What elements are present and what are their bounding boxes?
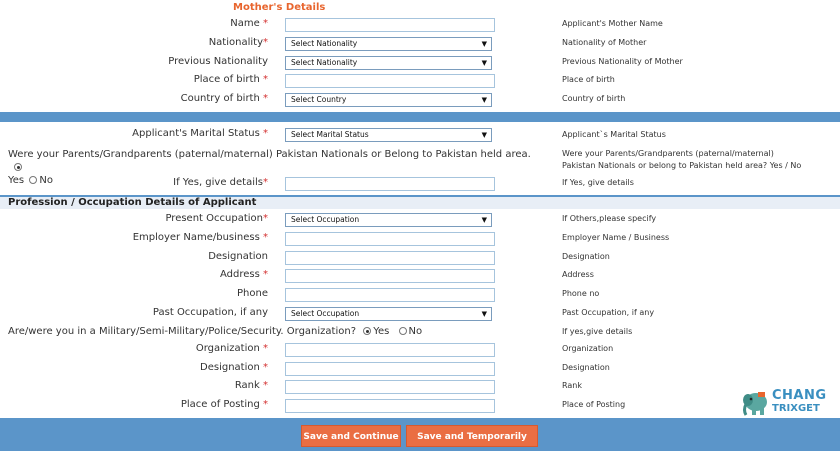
dropdown-arrow-icon: ▼ — [481, 131, 487, 139]
required-mark: * — [263, 399, 268, 410]
designation-input[interactable] — [285, 251, 495, 265]
hint-place-of-birth: Place of birth — [562, 75, 615, 84]
label-text: Country of birth — [180, 93, 260, 104]
select-value: Select Occupation — [291, 215, 360, 224]
hint-present-occupation: If Others,please specify — [562, 214, 657, 223]
radio-label-no: No — [39, 175, 53, 186]
dropdown-arrow-icon: ▼ — [481, 216, 487, 224]
select-value: Select Nationality — [291, 58, 358, 67]
address-input[interactable] — [285, 269, 495, 283]
hint-nationality: Nationality of Mother — [562, 38, 647, 47]
required-mark: * — [263, 18, 268, 29]
select-value: Select Marital Status — [291, 130, 369, 139]
place-of-posting-input[interactable] — [285, 399, 495, 413]
elephant-icon — [740, 388, 770, 418]
label-yes-details — [173, 177, 268, 188]
label-place-of-posting — [181, 399, 268, 410]
hint-yes-details: If Yes, give details — [562, 178, 634, 187]
label-text: Designation — [200, 362, 260, 373]
hint-marital-status: Applicant`s Marital Status — [562, 130, 666, 139]
label-military-designation — [200, 362, 268, 373]
required-mark: * — [263, 177, 268, 188]
radio-label-yes: Yes — [373, 326, 390, 337]
label-nationality — [209, 37, 268, 48]
select-value: Select Country — [291, 95, 347, 104]
required-mark: * — [263, 362, 268, 373]
hint-phone: Phone no — [562, 289, 600, 298]
label-phone — [237, 288, 268, 299]
label-text: Employer Name/business — [132, 232, 260, 243]
logo-text-bottom: TRIXGET — [772, 403, 820, 414]
dropdown-arrow-icon: ▼ — [481, 40, 487, 48]
required-mark: * — [263, 128, 268, 139]
label-text: Nationality — [208, 37, 263, 48]
label-text: Name — [230, 18, 260, 29]
radio-label-no: No — [408, 326, 423, 337]
label-address — [220, 269, 268, 280]
required-mark: * — [263, 343, 268, 354]
label-designation — [208, 251, 268, 262]
label-text: Organization — [195, 343, 260, 354]
radio-parents-yes[interactable] — [14, 163, 22, 171]
label-text: Phone — [237, 288, 268, 299]
label-text: Designation — [208, 251, 268, 262]
yes-details-input[interactable] — [285, 177, 495, 191]
label-text: Previous Nationality — [168, 56, 268, 67]
label-organization — [196, 343, 268, 354]
required-mark: * — [263, 93, 268, 104]
required-mark: * — [263, 37, 268, 48]
hint-line: Pakistan Nationals or belong to Pakistan held area? Yes / No — [562, 161, 802, 170]
label-text: If Yes, give details — [173, 177, 263, 188]
label-text: Present Occupation — [165, 213, 263, 224]
question-text: Were your Parents/Grandparents (paternal/maternal) Pakistan Nationals or Belong to Pakistan held area. — [8, 149, 531, 160]
hint-military: If yes,give details — [562, 327, 633, 336]
hint-rank: Rank — [562, 381, 582, 390]
marital-status-select[interactable] — [285, 128, 492, 142]
radio-military-no[interactable] — [399, 327, 407, 335]
hint-military-designation: Designation — [562, 363, 610, 372]
required-mark: * — [263, 232, 268, 243]
label-text: Rank — [234, 380, 260, 391]
changtrixget-logo — [740, 386, 836, 418]
save-and-continue-button[interactable]: Save and Continue — [301, 425, 401, 447]
hint-prev-nationality: Previous Nationality of Mother — [562, 57, 683, 66]
dropdown-arrow-icon: ▼ — [481, 310, 487, 318]
label-mother-name — [230, 18, 268, 29]
label-marital-status — [132, 128, 268, 139]
hint-organization: Organization — [562, 344, 614, 353]
section-title-mother: Mother's Details — [233, 2, 326, 13]
logo-text-top: CHANG — [772, 388, 827, 403]
place-of-birth-input[interactable] — [285, 74, 495, 88]
question-text: Are/were you in a Military/Semi-Military/Police/Security. Organization? — [8, 326, 357, 337]
section-title-profession: Profession / Occupation Details of Applicant — [8, 197, 257, 208]
hint-mother-name: Applicant's Mother Name — [562, 19, 663, 28]
hint-country-of-birth: Country of birth — [562, 94, 626, 103]
mother-name-input[interactable] — [285, 18, 495, 32]
label-rank — [235, 380, 268, 391]
rank-input[interactable] — [285, 380, 495, 394]
employer-input[interactable] — [285, 232, 495, 246]
past-occupation-select[interactable] — [285, 307, 492, 321]
military-designation-input[interactable] — [285, 362, 495, 376]
label-present-occupation — [165, 213, 268, 224]
save-and-exit-button[interactable]: Save and Temporarily Exit — [406, 425, 538, 447]
section-divider — [0, 112, 840, 122]
label-place-of-birth — [194, 74, 268, 85]
prev-nationality-select[interactable] — [285, 56, 492, 70]
required-mark: * — [263, 269, 268, 280]
radio-military-yes[interactable] — [363, 327, 371, 335]
hint-designation: Designation — [562, 252, 610, 261]
dropdown-arrow-icon: ▼ — [481, 59, 487, 67]
nationality-select[interactable] — [285, 37, 492, 51]
label-text: Past Occupation, if any — [152, 307, 268, 318]
hint-employer: Employer Name / Business — [562, 233, 670, 242]
label-text: Address — [219, 269, 260, 280]
radio-parents-no[interactable] — [29, 176, 37, 184]
present-occupation-select[interactable] — [285, 213, 492, 227]
military-question — [8, 326, 422, 337]
label-text: Applicant's Marital Status — [132, 128, 260, 139]
hint-past-occupation: Past Occupation, if any — [562, 308, 655, 317]
hint-address: Address — [562, 270, 594, 279]
hint-line: Were your Parents/Grandparents (paternal/maternal) — [562, 149, 774, 158]
hint-place-of-posting: Place of Posting — [562, 400, 626, 409]
radio-label-yes: Yes — [8, 175, 25, 186]
dropdown-arrow-icon: ▼ — [481, 96, 487, 104]
label-past-occupation — [153, 307, 268, 318]
label-text: Place of birth — [193, 74, 260, 85]
label-prev-nationality — [168, 56, 268, 67]
select-value: Select Nationality — [291, 39, 358, 48]
organization-input[interactable] — [285, 343, 495, 357]
required-mark: * — [263, 380, 268, 391]
select-value: Select Occupation — [291, 309, 360, 318]
hint-parents-question — [562, 148, 801, 172]
label-country-of-birth — [181, 93, 268, 104]
country-of-birth-select[interactable] — [285, 93, 492, 107]
label-text: Place of Posting — [180, 399, 260, 410]
label-employer — [133, 232, 268, 243]
required-mark: * — [263, 213, 268, 224]
required-mark: * — [263, 74, 268, 85]
phone-input[interactable] — [285, 288, 495, 302]
